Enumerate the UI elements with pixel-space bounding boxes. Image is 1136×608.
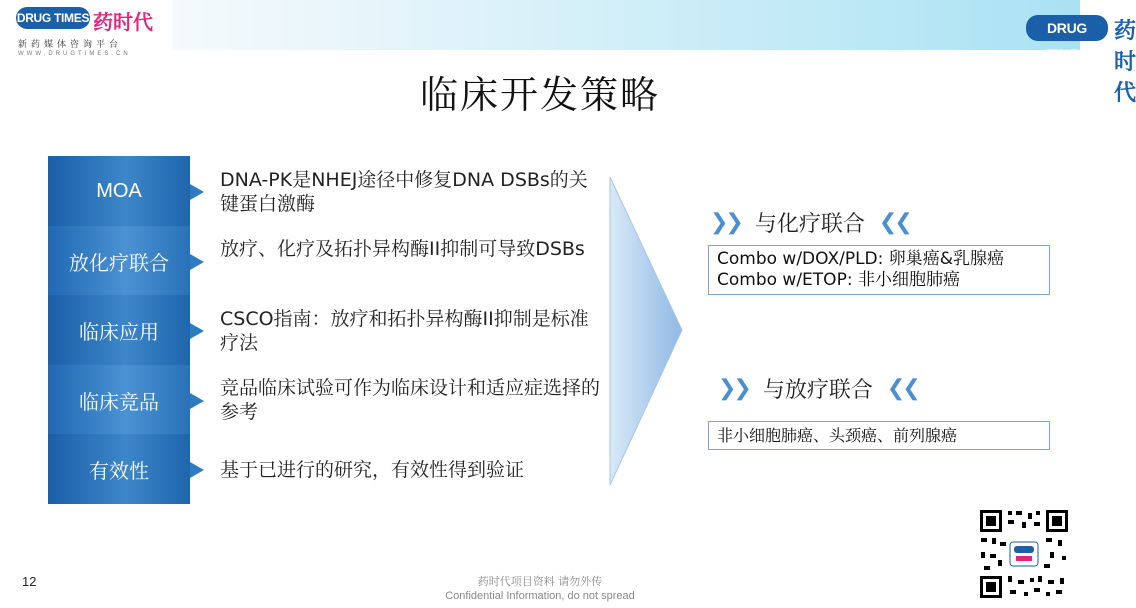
strategy-item-competitors <box>48 365 190 435</box>
strategy-column <box>48 156 190 504</box>
pointer-arrow-icon <box>190 462 204 478</box>
strategy-item-combo <box>48 226 190 296</box>
strategy-desc-efficacy: 基于已进行的研究，有效性得到验证 <box>220 459 525 481</box>
logo-right-pill: DRUG TIMES <box>1026 15 1108 41</box>
chemo-combo-line: Combo w/DOX/PLD: 卵巢癌&乳腺癌 <box>717 249 1005 269</box>
strategy-label: MOA <box>96 179 142 202</box>
footer-line-cn: 药时代项目资料 请勿外传 <box>477 575 603 588</box>
strategy-item-moa <box>48 156 190 226</box>
chemo-combo-line: Combo w/ETOP: 非小细胞肺癌 <box>717 270 960 290</box>
pointer-arrow-icon <box>190 323 204 339</box>
strategy-item-clinical-use <box>48 295 190 365</box>
footer-line-en: Confidential Information, do not spread <box>445 590 635 602</box>
pointer-arrow-icon <box>190 393 204 409</box>
strategy-desc-competitors: 竞品临床试验可作为临床设计和适应症选择的参考 <box>220 377 601 423</box>
section-chemo-title: 与化疗联合 <box>754 212 865 237</box>
chevron-right-icon: ❯❯ <box>710 210 741 235</box>
logo-left-cn: 药时代 <box>93 10 153 34</box>
converge-arrow-icon <box>600 175 684 487</box>
chevron-left-icon: ❮❮ <box>878 210 910 235</box>
chevron-right-icon: ❯❯ <box>718 376 749 401</box>
radio-combo-line: 非小细胞肺癌、头颈癌、前列腺癌 <box>717 426 958 445</box>
logo-left-subtitle: 新药媒体咨询平台 <box>18 40 123 50</box>
strategy-desc-combo: 放疗、化疗及拓扑异构酶II抑制可导致DSBs <box>220 238 585 260</box>
logo-right-cn: 药时代 <box>1114 19 1136 106</box>
slide-title: 临床开发策略 <box>419 73 660 117</box>
logo-left-pill: DRUG TIMES <box>16 7 90 29</box>
pointer-arrow-icon <box>190 254 204 270</box>
logo-left <box>0 0 172 64</box>
chemo-combo-box <box>708 245 1050 295</box>
radio-combo-box <box>708 421 1050 450</box>
strategy-label: 放化疗联合 <box>69 250 169 275</box>
page-number: 12 <box>22 574 37 589</box>
confidential-footer <box>400 574 680 604</box>
pointer-arrow-icon <box>190 184 204 200</box>
strategy-label: 临床竞品 <box>79 389 159 414</box>
strategy-desc-clinical-use: CSCO指南：放疗和拓扑异构酶II抑制是标准疗法 <box>220 308 589 354</box>
chevron-left-icon: ❮❮ <box>886 376 918 401</box>
section-radio-header <box>718 373 918 404</box>
section-chemo-header <box>710 207 910 238</box>
strategy-label: 临床应用 <box>79 319 159 344</box>
section-radio-title: 与放疗联合 <box>762 378 873 403</box>
strategy-desc-moa: DNA-PK是NHEJ途径中修复DNA DSBs的关键蛋白激酶 <box>220 169 588 215</box>
strategy-item-efficacy <box>48 434 190 504</box>
logo-left-url: WWW.DRUGTIMES.CN <box>18 51 131 57</box>
strategy-label: 有效性 <box>89 458 149 483</box>
qr-code-icon <box>978 508 1070 600</box>
